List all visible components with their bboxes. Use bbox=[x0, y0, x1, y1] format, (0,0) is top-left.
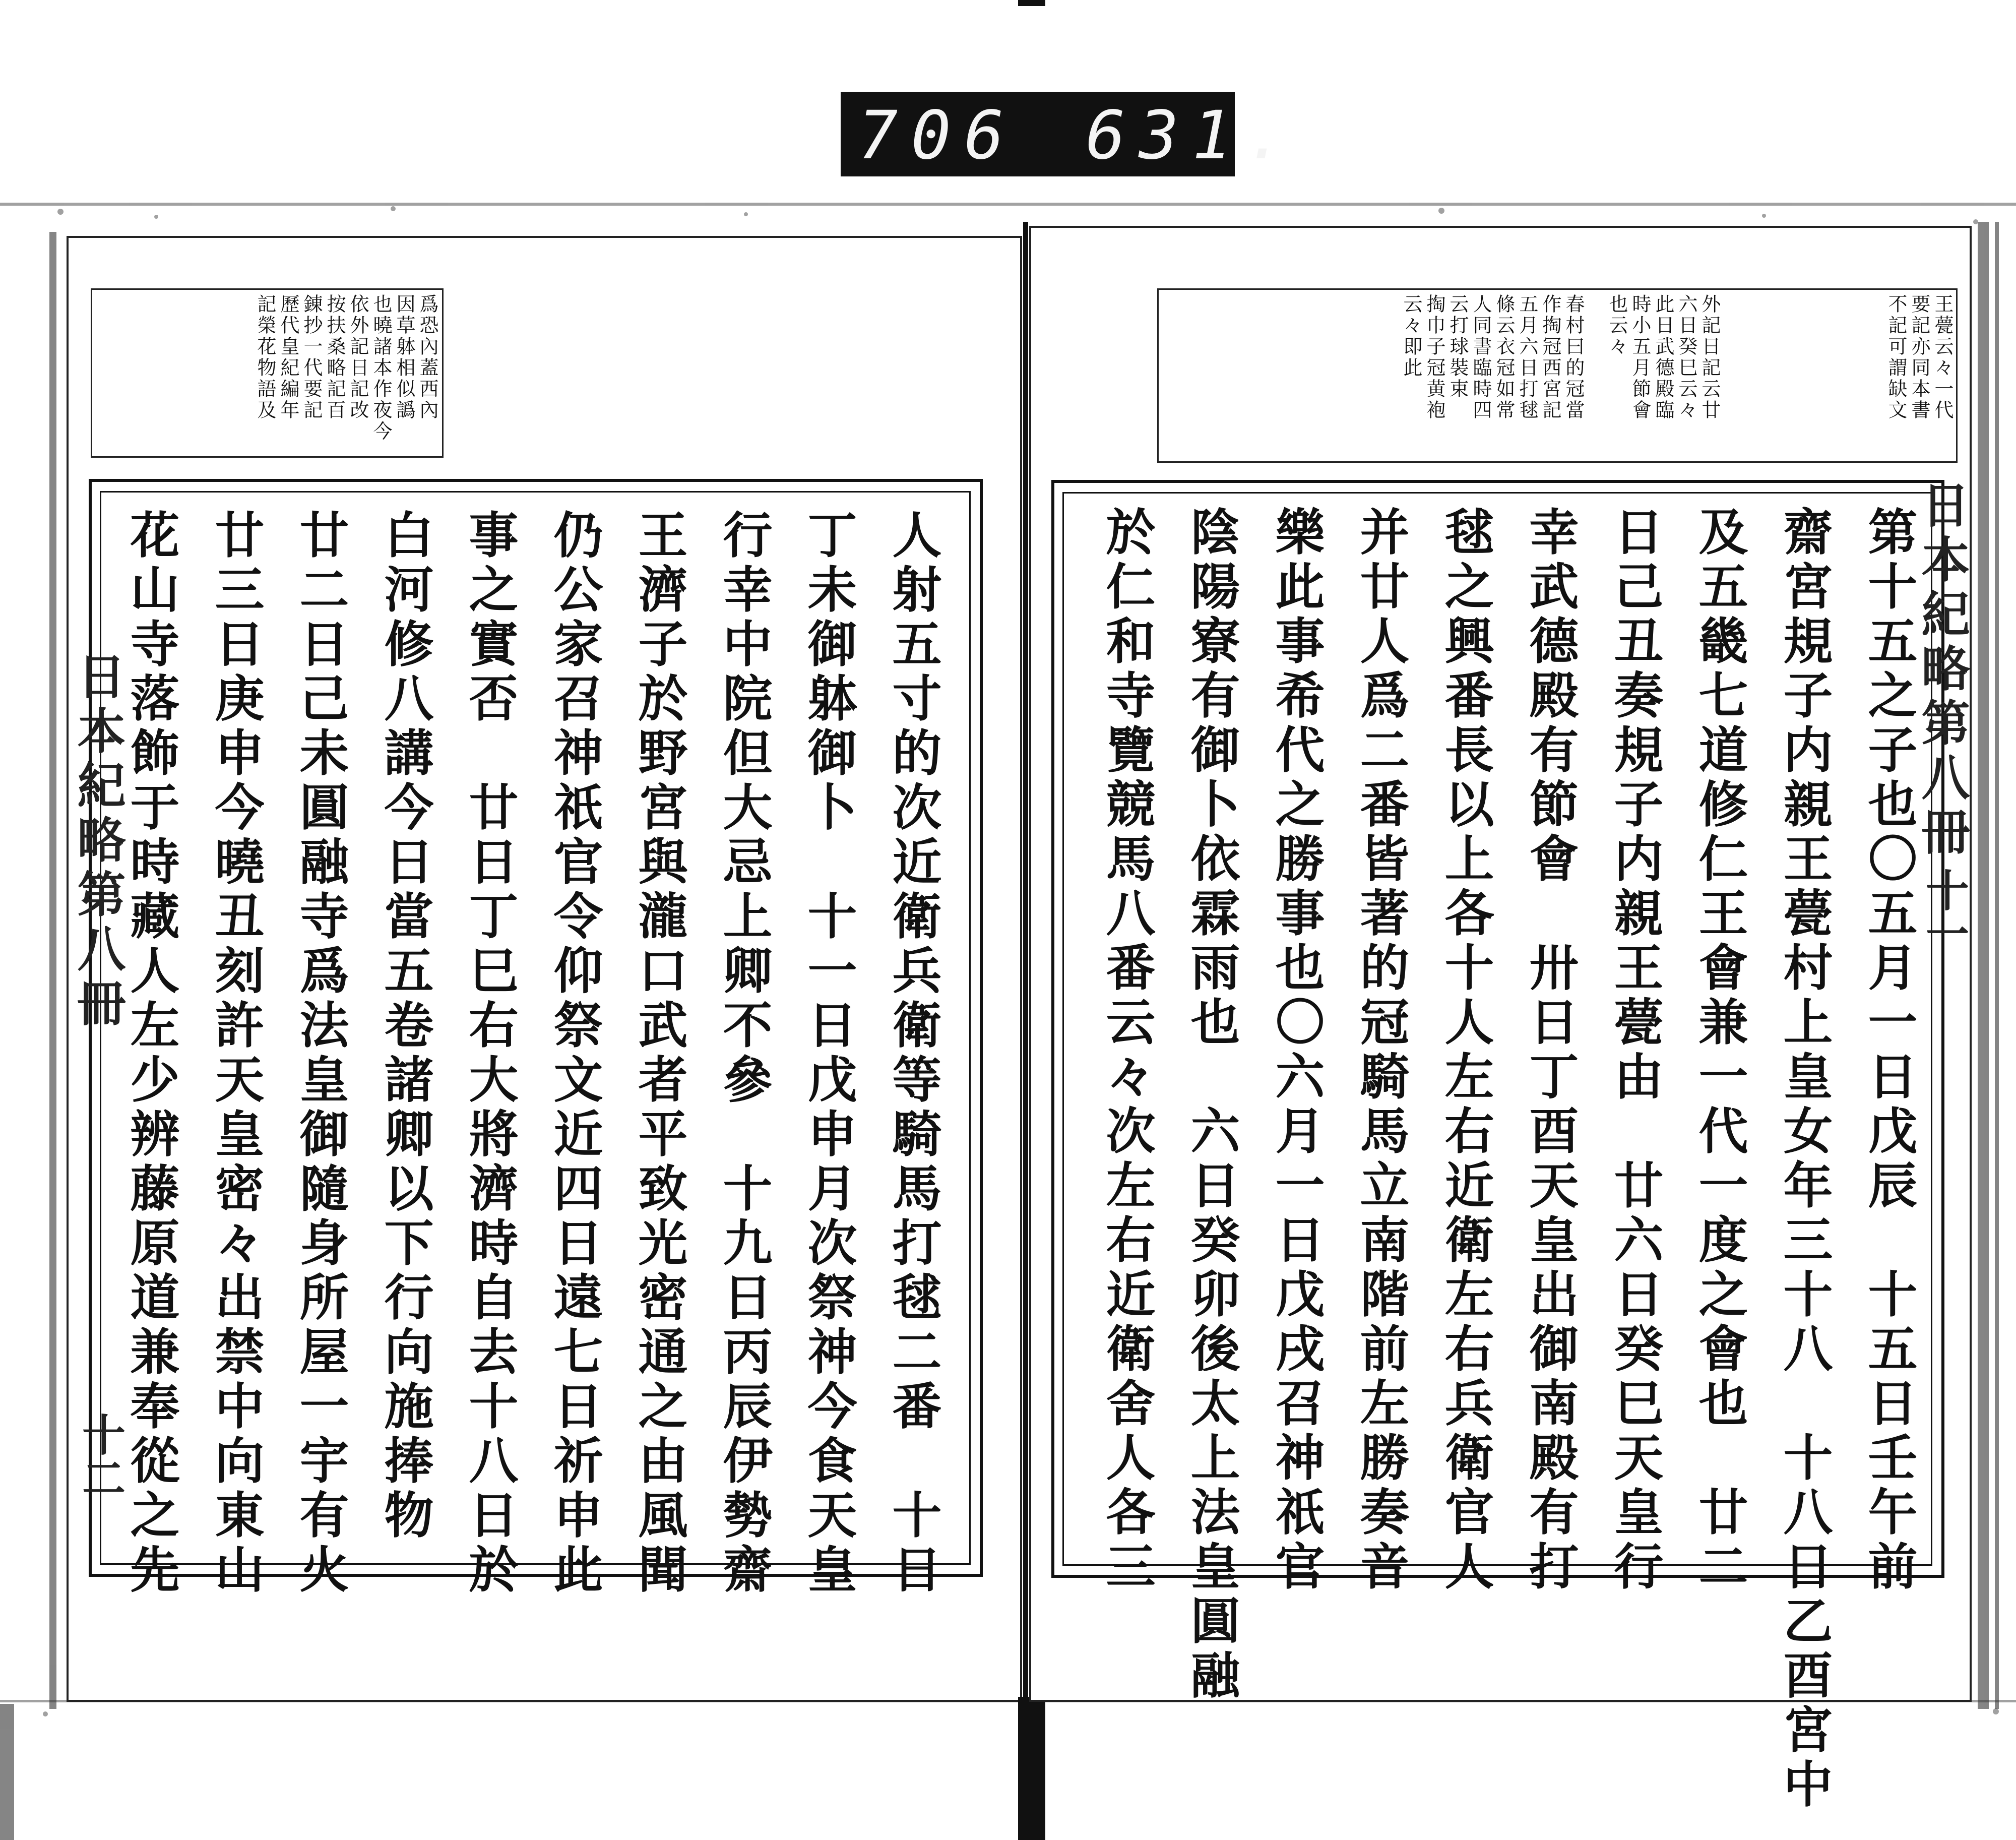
right-page-number: 十一 bbox=[1918, 868, 1969, 955]
right-text-column: 幸武德殿有節會 卅日丁酉天皇出御南殿有打 bbox=[1521, 506, 1579, 1595]
right-note: 云打球裝束 bbox=[1446, 294, 1469, 400]
right-note: 也云々 bbox=[1606, 294, 1628, 357]
left-running-title: 日本紀略第八冊 bbox=[70, 651, 127, 1032]
reel-number-plate bbox=[841, 92, 1298, 176]
right-text-column: 并廿人爲二番皆著的冠騎馬立南階前左勝奏音 bbox=[1352, 506, 1410, 1595]
left-note: 按扶桑略記百 bbox=[324, 294, 346, 421]
right-text-column: 於仁和寺覽競馬八番云々次左右近衛舍人各三 bbox=[1098, 506, 1156, 1595]
left-note: 錬抄一代要記 bbox=[300, 294, 323, 421]
left-note: 因草躰相似譌 bbox=[393, 294, 415, 421]
right-note: 春村曰的冠當 bbox=[1562, 294, 1585, 421]
left-text-column: 王濟子於野宮與瀧口武者平致光密通之由風聞 bbox=[630, 509, 688, 1598]
right-text-column: 日己丑奏規子内親王甍由 廿六日癸巳天皇行 bbox=[1606, 506, 1664, 1595]
left-note: 依外記日記改 bbox=[347, 294, 369, 421]
right-text-column: 樂此事希代之勝事也〇六月一日戊戌召神祇官 bbox=[1267, 506, 1325, 1595]
left-text-column: 廿二日己未圓融寺爲法皇御隨身所屋一宇有火 bbox=[291, 509, 349, 1598]
right-note: 云々即此 bbox=[1400, 294, 1422, 379]
left-text-column: 白河修八講今日當五卷諸卿以下行向施捧物 bbox=[376, 509, 434, 1544]
right-note: 時小五月節會 bbox=[1629, 294, 1651, 421]
left-note: 也曉諸本作夜今 bbox=[370, 294, 392, 442]
right-note: 此日武德殿臨 bbox=[1652, 294, 1674, 421]
right-note: 王甍云々一代 bbox=[1931, 294, 1954, 421]
left-text-column: 事之實否 廿日丁巳右大將濟時自去十八日於 bbox=[461, 509, 519, 1598]
left-note: 記榮花物語及 bbox=[254, 294, 276, 421]
right-note: 人同書臨時四 bbox=[1470, 294, 1492, 421]
left-text-column: 行幸中院但大忌上卿不參 十九日丙辰伊勢齋 bbox=[715, 509, 773, 1598]
left-page bbox=[67, 236, 1022, 1702]
left-text-column: 廿三日庚申今曉丑刻許天皇密々出禁中向東山 bbox=[207, 509, 265, 1598]
left-text-column: 花山寺落飾于時藏人左少辨藤原道兼奉從之先 bbox=[122, 509, 180, 1598]
left-note: 歷代皇紀編年 bbox=[277, 294, 299, 421]
right-page bbox=[1029, 226, 1972, 1813]
reel-number-1: 706 bbox=[858, 97, 1018, 174]
left-header-notes-box bbox=[91, 288, 444, 458]
right-text-column: 陰陽寮有御卜依霖雨也 六日癸卯後太上法皇圓融 bbox=[1182, 506, 1240, 1704]
right-note: 五月六日打毬 bbox=[1516, 294, 1538, 421]
right-text-column: 毬之興番長以上各十人左右近衛左右兵衛官人 bbox=[1436, 506, 1494, 1595]
left-page-number: 十二 bbox=[75, 1413, 125, 1499]
right-text-column: 齋宮規子内親王甍村上皇女年三十八 十八日乙酉宮中 bbox=[1775, 506, 1833, 1813]
right-note: 六日癸巳云々 bbox=[1675, 294, 1697, 421]
left-text-column: 人射五寸的次近衛兵衛等騎馬打毬二番 十日 bbox=[884, 509, 942, 1598]
right-note: 不記可謂缺文 bbox=[1885, 294, 1907, 421]
right-note: 要記亦同本書 bbox=[1908, 294, 1930, 421]
left-note: 爲恐內蓋西內 bbox=[416, 294, 438, 421]
right-main-text-frame bbox=[1051, 480, 1944, 1813]
right-note: 條云衣冠如常 bbox=[1493, 294, 1515, 421]
right-note: 作掏冠西宮記 bbox=[1539, 294, 1561, 421]
right-header-notes-box bbox=[1157, 288, 1958, 463]
film-notch-top bbox=[1018, 0, 1045, 6]
reel-number-2: 631. bbox=[1086, 97, 1298, 174]
left-text-column: 丁未御躰御卜 十一日戊申月次祭神今食天皇 bbox=[799, 509, 857, 1598]
right-text-column: 第十五之子也〇五月一日戊辰 十五日壬午前 bbox=[1860, 506, 1918, 1595]
right-running-title: 日本紀略第八冊 bbox=[1914, 480, 1971, 861]
left-main-text-frame bbox=[89, 479, 983, 1598]
right-text-column: 及五畿七道修仁王會兼一代一度之會也 廿二 bbox=[1690, 506, 1748, 1595]
film-notch-bottom bbox=[1018, 1697, 1045, 1840]
book-gutter bbox=[1023, 222, 1028, 1699]
right-note: 外記日記云廿 bbox=[1698, 294, 1721, 421]
right-note: 掏巾子冠黄袍 bbox=[1423, 294, 1445, 421]
left-text-column: 仍公家召神祇官令仰祭文近四日遠七日祈申此 bbox=[545, 509, 603, 1598]
